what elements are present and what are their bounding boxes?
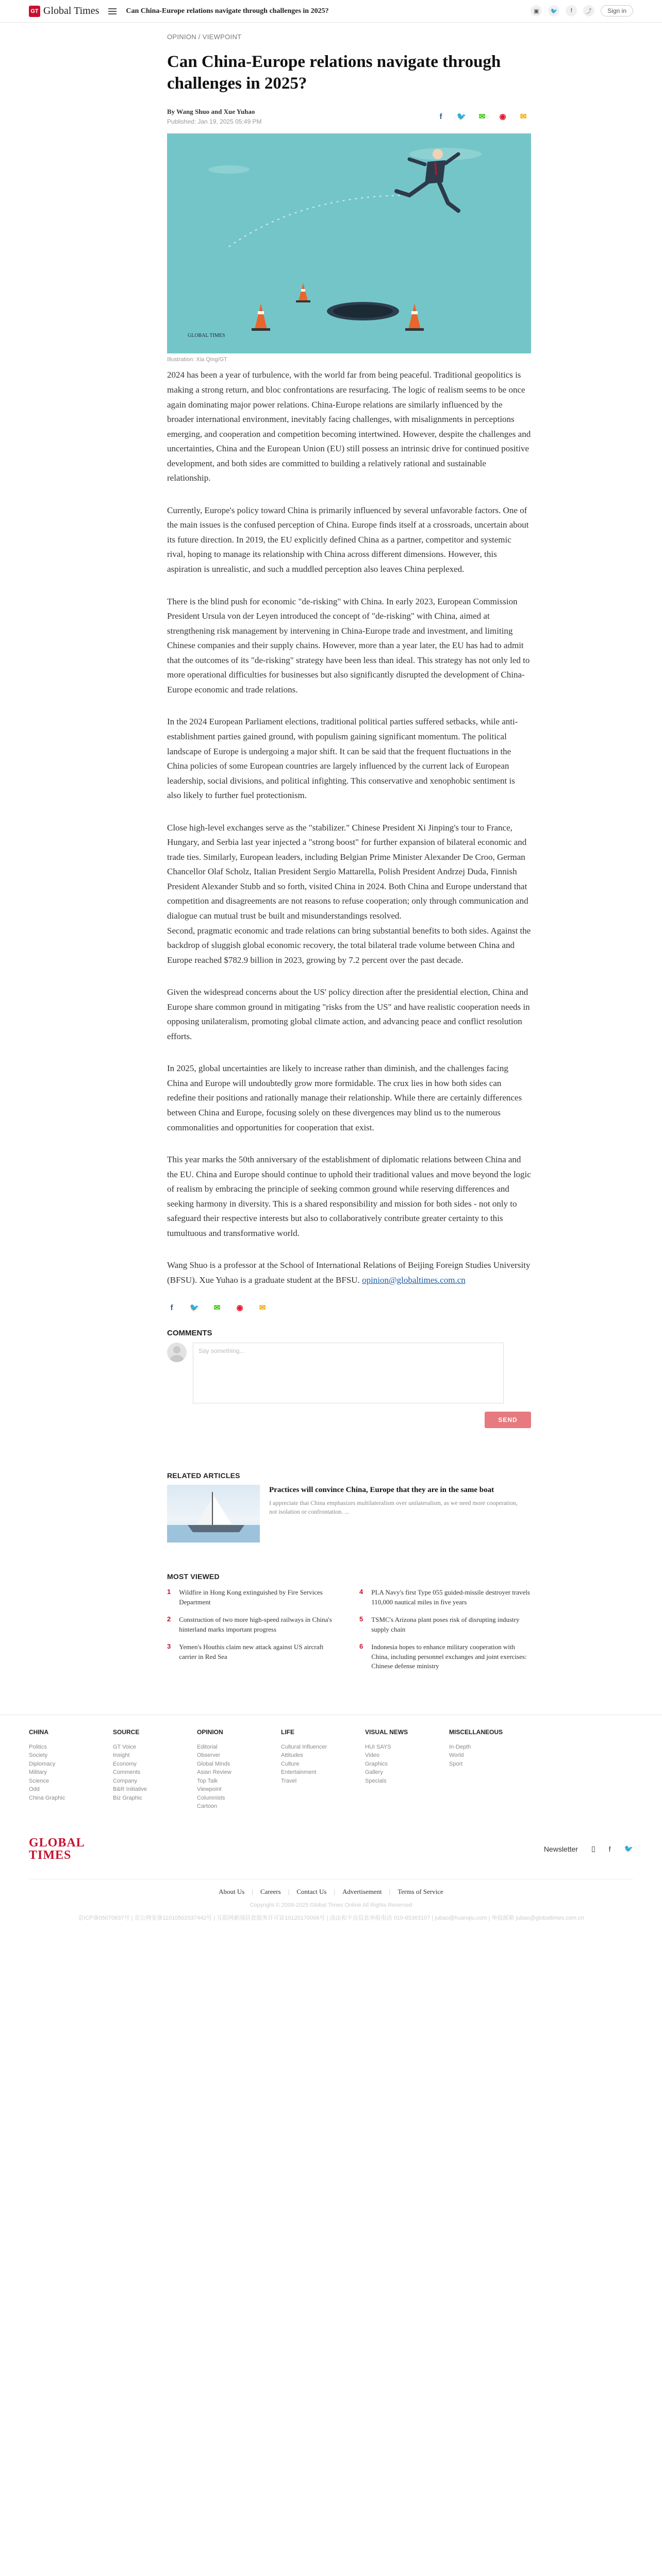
- footer-link[interactable]: Cultural Influencer: [281, 1743, 327, 1750]
- facebook-icon[interactable]: f: [170, 1303, 173, 1312]
- article-paragraph: 2024 has been a year of turbulence, with the world far from being peaceful. Traditional geopolitics is making a strong return, and bloc confrontations are resurfacing. The logic of realism seems to be once again dominating major power relations. China-Europe relations are similarly influenced by the broader international environment, inevitably facing challenges, with misalignments in perceptions emerging, and cooperation and competition becoming intertwined. However, despite the challenges and uncertainties, China and the European Union (EU) still possess an intrinsic drive for continued positive development, and both sides are committed to building a relatively rational and sustainable relationship.: [167, 370, 531, 483]
- footer-column-life: [281, 1728, 365, 1811]
- footer-column-china: [29, 1728, 113, 1811]
- rank-number: 3: [167, 1642, 171, 1651]
- rank-number: 2: [167, 1615, 171, 1623]
- most-viewed-heading: MOST VIEWED: [167, 1572, 220, 1581]
- menu-icon[interactable]: [108, 8, 117, 14]
- footer-link[interactable]: Columnists: [197, 1794, 225, 1801]
- related-articles-heading: RELATED ARTICLES: [167, 1471, 240, 1480]
- avatar: [167, 1343, 187, 1362]
- article-paragraph: Second, pragmatic economic and trade relations can bring substantial benefits to both sides. Against the backdrop of sluggish global economic recovery, the total bilateral trade volume between China and Europe reached $782.9 billion in 2023, growing by 7.2 percent over the past decade.: [167, 925, 531, 965]
- footer-columns: [29, 1728, 633, 1811]
- most-viewed-item[interactable]: [359, 1615, 531, 1634]
- rank-number: 1: [167, 1588, 171, 1596]
- footer-link[interactable]: Politics: [29, 1743, 47, 1750]
- footer-logo[interactable]: [29, 1837, 85, 1861]
- comments-heading: COMMENTS: [167, 1329, 212, 1338]
- footer-social: [544, 1844, 633, 1853]
- article-column: [167, 33, 531, 1671]
- article-paragraph: In the 2024 European Parliament elections, traditional political parties suffered setbacks, while anti-establishment parties gained ground, with populism gaining significant momentum. The political landscape of Europe is undergoing a major shift. It can be said that the frequent fluctuations in the China policies of some European countries are largely influenced by the current lack of European leadership, social divisions, and political infighting. This conservative and xenophobic sentiment is also likely to further fuel protectionism.: [167, 717, 518, 801]
- footer-link[interactable]: Editorial: [197, 1743, 218, 1750]
- wechat-icon[interactable]: ✉: [213, 1303, 221, 1313]
- article-paragraph: Close high-level exchanges serve as the "stabilizer." Chinese President Xi Jinping's tour to France, Hungary, and Serbia last year injected a "strong boost" for further expansion of bilateral economic and trade ties. Similarly, European leaders, including Belgian Prime Minister Alexander De Croo, German Chancellor Olaf Scholz, Italian President Sergio Mattarella, Polish President Andrzej Duda, Finnish President Alexander Stubb and so forth, visited China in 2024. Both China and Europe understand that competition and disagreements are not reasons to refuse cooperation; only through communication and dialogue can mutual trust be built and misunderstandings resolved.: [167, 822, 528, 921]
- most-viewed-list: [167, 1588, 531, 1671]
- logo-text: Global Times: [43, 5, 100, 16]
- sign-in-button[interactable]: Sign in: [601, 5, 633, 16]
- rank-number: 4: [359, 1588, 363, 1596]
- author-bio-text: Wang Shuo is a professor at the School of International Relations of Beijing Foreign Studies University (BFSU). Xue Yuhao is a graduate student at the BFSU.: [167, 1260, 531, 1285]
- twitter-icon[interactable]: 🐦: [456, 112, 467, 122]
- footer-link[interactable]: Odd: [29, 1786, 40, 1793]
- twitter-icon[interactable]: 🐦: [189, 1303, 200, 1313]
- footer-link[interactable]: Economy: [113, 1760, 137, 1767]
- footer-logo-line1: GLOBAL: [29, 1836, 85, 1850]
- facebook-icon[interactable]: f: [439, 112, 442, 121]
- icp-license-line: 京ICP备05070837号 | 京公网安备11010502037442号 | 互联网新闻信息服务许可证10120170006号 | 违法和不良信息举报电话 010-65363107 | jubao@huanqiu.com | 举报邮箱 jubao@globaltimes.com.cn: [78, 1914, 584, 1921]
- header-article-title: Can China-Europe relations navigate through challenges in 2025?: [126, 7, 329, 15]
- footer-link[interactable]: B&R Initiative: [113, 1786, 147, 1793]
- footer-link[interactable]: GT Voice: [113, 1743, 137, 1750]
- hero-illustration: [167, 133, 531, 353]
- footer-column-title[interactable]: LIFE: [281, 1728, 294, 1736]
- published-date: Published: Jan 19, 2025 05:49 PM: [167, 118, 262, 126]
- comment-input[interactable]: Say something...: [193, 1343, 504, 1403]
- most-viewed-item[interactable]: [167, 1615, 339, 1634]
- article-headline: Can China-Europe relations navigate through challenges in 2025?: [167, 53, 501, 93]
- footer-link[interactable]: Science: [29, 1777, 49, 1784]
- most-viewed-title[interactable]: Indonesia hopes to enhance military cooperation with China, including personnel exchanges and joint exercises: Chinese defense ministry: [371, 1643, 527, 1670]
- footer-bottom-links: About Us | Careers | Contact Us | Advertisement | Terms of Service: [29, 1879, 633, 1896]
- opinion-email-link[interactable]: opinion@globaltimes.com.cn: [362, 1275, 466, 1285]
- footer-link[interactable]: Specials: [365, 1777, 387, 1784]
- footer-link[interactable]: HUI SAYS: [365, 1743, 391, 1750]
- footer-column-title[interactable]: CHINA: [29, 1728, 48, 1736]
- contact-us-link[interactable]: Contact Us: [296, 1887, 327, 1895]
- article-body: [167, 368, 531, 1287]
- footer-logo-line2: TIMES: [29, 1848, 72, 1862]
- footer-link[interactable]: In-Depth: [449, 1743, 471, 1750]
- bottom-share-bar: [167, 1303, 531, 1312]
- footer-column-title[interactable]: OPINION: [197, 1728, 223, 1736]
- advertisement-link[interactable]: Advertisement: [342, 1887, 382, 1895]
- most-viewed-item[interactable]: [167, 1642, 339, 1671]
- site-logo[interactable]: [29, 5, 99, 17]
- weibo-icon[interactable]: ◉: [499, 112, 506, 122]
- footer-link[interactable]: Culture: [281, 1760, 300, 1767]
- related-article-summary: I appreciate that China emphasizes multilateralism over unilateralism, as we need more cooperation, not isolation or confrontation. ...: [269, 1499, 518, 1516]
- image-caption: Illustration: Xia Qing/GT: [167, 357, 227, 363]
- rank-number: 6: [359, 1642, 363, 1651]
- footer-link[interactable]: Graphics: [365, 1760, 388, 1767]
- footer-link[interactable]: Sport: [449, 1760, 463, 1767]
- footer-link[interactable]: Society: [29, 1752, 48, 1759]
- most-viewed-item[interactable]: [359, 1588, 531, 1607]
- footer-link[interactable]: Insight: [113, 1752, 130, 1759]
- illustration-businessman-jumping: [167, 133, 531, 353]
- twitter-icon[interactable]: 🐦: [548, 5, 559, 16]
- footer-link[interactable]: Global Minds: [197, 1760, 230, 1767]
- footer-link[interactable]: China Graphic: [29, 1794, 65, 1801]
- article-paragraph: There is the blind push for economic "de-risking" with China. In early 2023, European Commission President Ursula von der Leyen introduced the concept of "de-risking" with China, aimed at strengthening risk management by intervening in China-Europe trade and investment, and limiting Chinese companies and their supply chains. However, more than a year later, the EU has had to admit that the outcomes of its "de-risking" strategy have been less than ideal. This strategy has not only led to more operational difficulties for businesses but also significantly disrupted the development of China-Europe economic and trade relations.: [167, 596, 530, 694]
- footer-column-title[interactable]: MISCELLANEOUS: [449, 1728, 503, 1736]
- footer-link[interactable]: Viewpoint: [197, 1786, 222, 1793]
- most-viewed-item[interactable]: [359, 1642, 531, 1671]
- mobile-app-icon[interactable]: ▯: [591, 1844, 595, 1853]
- footer-link[interactable]: Company: [113, 1777, 138, 1784]
- footer-link[interactable]: Entertainment: [281, 1769, 317, 1776]
- facebook-icon[interactable]: f: [608, 1844, 611, 1853]
- most-viewed-title[interactable]: Wildfire in Hong Kong extinguished by Fire Services Department: [179, 1588, 323, 1606]
- most-viewed-title[interactable]: TSMC's Arizona plant poses risk of disrupting industry supply chain: [371, 1616, 520, 1633]
- top-navigation-bar: [0, 0, 662, 23]
- most-viewed-title[interactable]: Yemen's Houthis claim new attack against US aircraft carrier in Red Sea: [179, 1643, 324, 1660]
- email-icon[interactable]: ✉: [520, 112, 527, 122]
- footer-link[interactable]: Travel: [281, 1777, 297, 1784]
- footer-link[interactable]: Asian Review: [197, 1769, 231, 1776]
- wechat-icon[interactable]: ✉: [478, 112, 486, 122]
- most-viewed-title[interactable]: Construction of two more high-speed railways in China's hinterland marks important progress: [179, 1616, 332, 1633]
- related-article-card[interactable]: [167, 1485, 531, 1543]
- footer-link[interactable]: Diplomacy: [29, 1760, 56, 1767]
- footer-link[interactable]: Comments: [113, 1769, 141, 1776]
- footer-link[interactable]: Top Talk: [197, 1777, 218, 1784]
- careers-link[interactable]: Careers: [260, 1887, 281, 1895]
- ship-illustration: [167, 1485, 260, 1543]
- terms-of-service-link[interactable]: Terms of Service: [398, 1887, 443, 1895]
- footer-link[interactable]: Military: [29, 1769, 47, 1776]
- app-icon[interactable]: ▣: [531, 5, 542, 16]
- footer-column-title[interactable]: SOURCE: [113, 1728, 140, 1736]
- related-article-title[interactable]: Practices will convince China, Europe that they are in the same boat: [269, 1486, 494, 1495]
- footer-link[interactable]: Cartoon: [197, 1803, 218, 1810]
- footer-column-visual-news: [365, 1728, 449, 1811]
- article-paragraph: Currently, Europe's policy toward China is primarily influenced by several unfavorable factors. One of the main issues is the confused perception of China. Europe finds itself at a crossroads, uncertain about its future direction. In 2019, the EU explicitly defined China as a partner, competitor and systemic rival, hoping to manage its relationship with China across different dimensions. However, this aspiration is unrealistic, and such a muddled perception also leaves China perplexed.: [167, 505, 529, 574]
- footer-column-miscellaneous: [449, 1728, 533, 1811]
- article-byline: By Wang Shuo and Xue Yuhao: [167, 108, 255, 116]
- footer-column-title[interactable]: VISUAL NEWS: [365, 1728, 408, 1736]
- share-icon[interactable]: ⤴: [583, 5, 594, 16]
- copyright-notice: Copyright © 2009-2025 Global Times Online All Rights Reserved: [250, 1902, 412, 1908]
- email-icon[interactable]: ✉: [259, 1303, 266, 1313]
- footer-link[interactable]: Video: [365, 1752, 379, 1759]
- footer-link[interactable]: Gallery: [365, 1769, 383, 1776]
- logo-badge: GT: [29, 6, 40, 17]
- twitter-icon[interactable]: 🐦: [624, 1844, 633, 1853]
- rank-number: 5: [359, 1615, 363, 1623]
- article-paragraph: In 2025, global uncertainties are likely to increase rather than diminish, and the challenges facing China and Europe will undoubtedly grow more formidable. The crux lies in how both sides can redefine their positions and rationally manage their relationship. While there are certainly differences between China and Europe, focusing solely on these divergences may blind us to the numerous commonalities and opportunities for cooperation that exist.: [167, 1063, 522, 1132]
- author-bio: [167, 1258, 531, 1287]
- article-paragraph: This year marks the 50th anniversary of the establishment of diplomatic relations between China and the EU. China and Europe should continue to uphold their traditional values and move beyond the logic of realism by embracing the principle of seeking common ground while reserving differences and seeking harmony in diversity. This is a shared responsibility and mission for both sides - not only to safeguard their respective interests but also to collaboratively contribute greater certainty to this tumultuous and transformative world.: [167, 1155, 531, 1238]
- site-footer: [0, 1715, 662, 1932]
- send-comment-button[interactable]: SEND: [485, 1412, 531, 1428]
- about-us-link[interactable]: About Us: [219, 1887, 245, 1895]
- footer-link[interactable]: Attitudes: [281, 1752, 303, 1759]
- section-breadcrumb[interactable]: OPINION / VIEWPOINT: [167, 33, 242, 41]
- share-bar: [436, 112, 528, 121]
- comment-form: [167, 1343, 531, 1403]
- svg-text:GLOBAL TIMES: GLOBAL TIMES: [188, 333, 225, 339]
- most-viewed-item[interactable]: [167, 1588, 339, 1607]
- article-paragraph: Given the widespread concerns about the US' policy direction after the presidential election, China and Europe share common ground in mitigating "risks from the US" and have realistic cooperation needs in opposing unilateralism, promoting global climate action, and advancing peace and conflict resolution efforts.: [167, 987, 530, 1041]
- footer-column-source: [113, 1728, 197, 1811]
- footer-link[interactable]: World: [449, 1752, 464, 1759]
- footer-link[interactable]: Observer: [197, 1752, 221, 1759]
- related-article-thumbnail[interactable]: [167, 1485, 260, 1543]
- most-viewed-title[interactable]: PLA Navy's first Type 055 guided-missile destroyer travels 110,000 nautical miles in five years: [371, 1588, 530, 1606]
- newsletter-link[interactable]: Newsletter: [543, 1844, 578, 1853]
- facebook-icon[interactable]: f: [566, 5, 577, 16]
- footer-column-opinion: [197, 1728, 281, 1811]
- weibo-icon[interactable]: ◉: [236, 1303, 243, 1313]
- footer-link[interactable]: Biz Graphic: [113, 1794, 142, 1801]
